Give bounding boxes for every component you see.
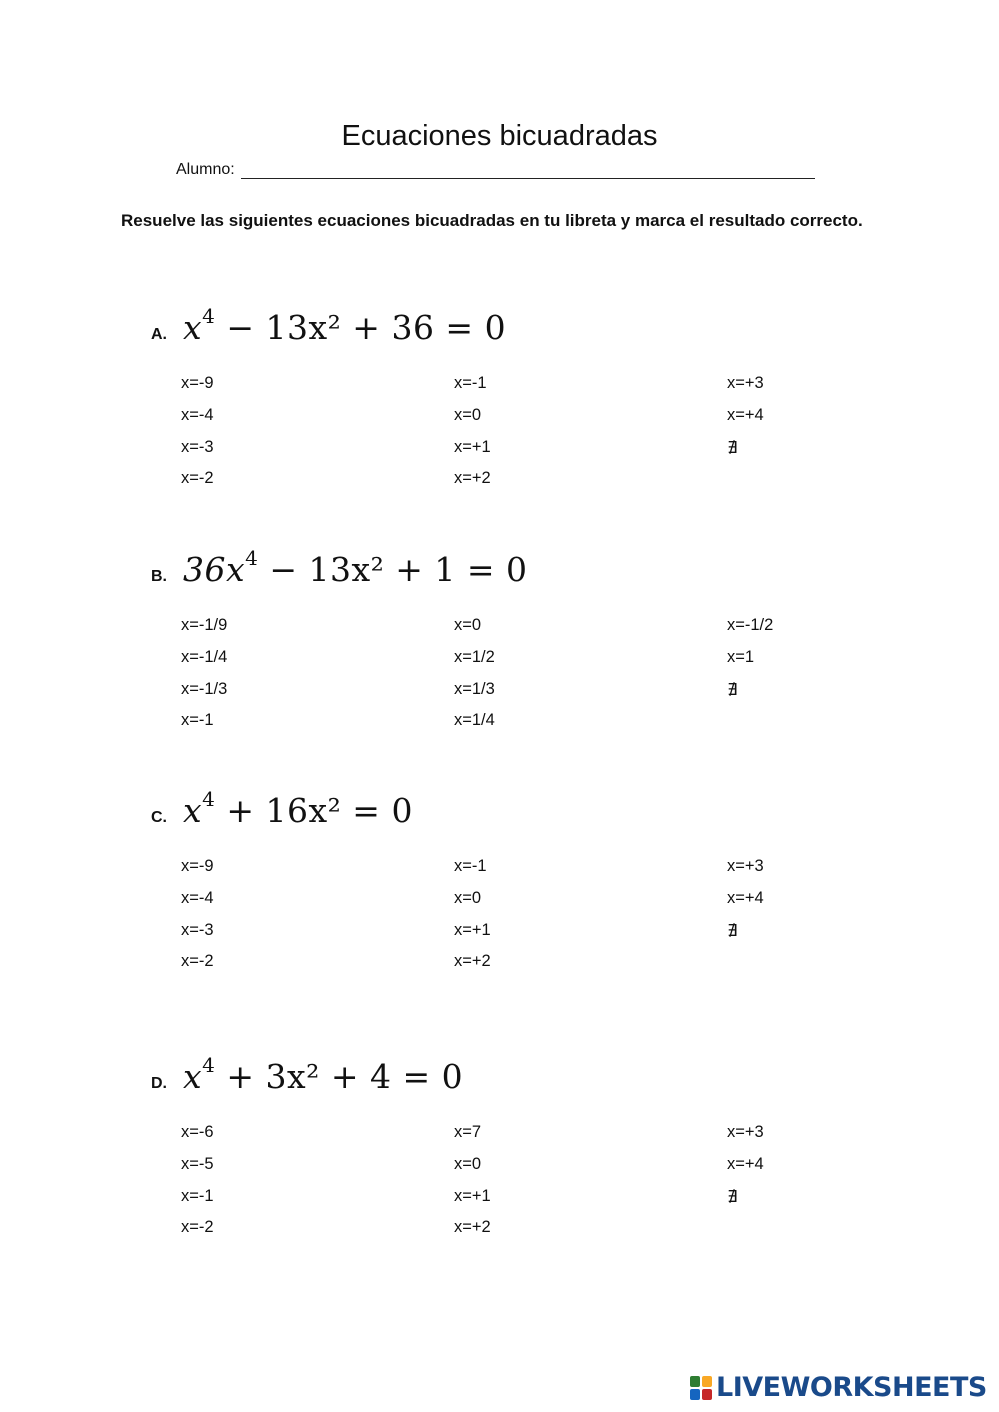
equation-lead: x — [183, 1057, 203, 1096]
answer-option[interactable]: x=-1/9 — [181, 616, 228, 634]
logo-icon — [690, 1376, 712, 1400]
answer-option[interactable]: x=+4 — [727, 1154, 764, 1173]
answer-option[interactable]: x=-2 — [181, 1218, 214, 1237]
equation-row — [151, 1053, 464, 1096]
problem-letter: C. — [151, 809, 167, 826]
answer-option[interactable]: x=-3 — [181, 437, 214, 456]
answer-option[interactable]: x=-4 — [181, 405, 214, 424]
logo-text: LIVEWORKSHEETS — [716, 1372, 987, 1403]
answer-option[interactable]: x=-3 — [181, 920, 214, 939]
problem-letter: D. — [151, 1075, 167, 1092]
equation-exponent: 4 — [202, 304, 216, 328]
answer-option[interactable]: x=1/3 — [454, 679, 495, 698]
problem-letter: A. — [151, 326, 167, 343]
answer-option[interactable]: x=-2 — [181, 469, 214, 488]
equation — [183, 546, 528, 589]
answer-option[interactable]: x=1/2 — [454, 647, 495, 666]
liveworksheets-logo — [690, 1372, 987, 1403]
answer-option[interactable]: x=-1 — [454, 374, 487, 392]
equation-exponent: 4 — [202, 1053, 216, 1077]
answer-option[interactable]: x=1/4 — [454, 711, 495, 730]
equation-lead: x — [183, 791, 203, 830]
equation-rest: + 16x² = 0 — [215, 791, 413, 830]
problem-letter: B. — [151, 568, 167, 585]
answer-option[interactable]: x=0 — [454, 405, 482, 424]
answer-option[interactable]: x=-5 — [181, 1154, 214, 1173]
equation — [183, 304, 507, 347]
problem-b — [0, 546, 999, 750]
equation-rest: + 3x² + 4 = 0 — [215, 1057, 464, 1096]
answer-option[interactable]: x=+1 — [454, 1186, 491, 1205]
option-no-solution[interactable]: ∄ — [727, 921, 738, 940]
answer-option[interactable]: x=-1/3 — [181, 679, 228, 698]
equation-rest: − 13x² + 1 = 0 — [258, 550, 528, 589]
equation-exponent: 4 — [245, 546, 259, 570]
instructions: Resuelve las siguientes ecuaciones bicuadradas en tu libreta y marca el resultado correcto. — [121, 211, 863, 230]
answer-option[interactable]: x=+1 — [454, 920, 491, 939]
answer-option[interactable]: x=+2 — [454, 1218, 491, 1237]
answer-option[interactable]: x=-6 — [181, 1123, 214, 1141]
equation-rest: − 13x² + 36 = 0 — [215, 308, 507, 347]
answer-option[interactable]: x=-1/4 — [181, 647, 228, 666]
student-name-field — [176, 161, 815, 179]
answer-option[interactable]: x=-2 — [181, 952, 214, 971]
equation-lead: x — [183, 308, 203, 347]
option-no-solution[interactable]: ∄ — [727, 1187, 738, 1206]
answer-option[interactable]: x=+2 — [454, 952, 491, 971]
problem-d — [0, 1053, 999, 1257]
equation-row — [151, 546, 528, 589]
answer-option[interactable]: x=0 — [454, 1154, 482, 1173]
equation-exponent: 4 — [202, 787, 216, 811]
answer-option[interactable]: x=-1 — [454, 857, 487, 875]
answer-option[interactable]: x=+4 — [727, 888, 764, 907]
answer-option[interactable]: x=1 — [727, 647, 755, 666]
option-no-solution[interactable]: ∄ — [727, 680, 738, 699]
student-label: Alumno: — [176, 161, 235, 178]
answer-option[interactable]: x=-1 — [181, 1186, 214, 1205]
answer-option[interactable]: x=+3 — [727, 374, 764, 392]
answer-option[interactable]: x=-4 — [181, 888, 214, 907]
answer-option[interactable]: x=-1/2 — [727, 616, 774, 634]
answer-option[interactable]: x=0 — [454, 888, 482, 907]
option-no-solution[interactable]: ∄ — [727, 438, 738, 457]
answer-option[interactable]: x=+3 — [727, 1123, 764, 1141]
answer-option[interactable]: x=+1 — [454, 437, 491, 456]
answer-option[interactable]: x=+3 — [727, 857, 764, 875]
answer-option[interactable]: x=-9 — [181, 857, 214, 875]
problem-c — [0, 787, 999, 991]
equation-row — [151, 304, 507, 347]
answer-option[interactable]: x=7 — [454, 1123, 482, 1141]
equation — [183, 1053, 464, 1096]
answer-option[interactable]: x=+4 — [727, 405, 764, 424]
student-name-line[interactable] — [241, 162, 815, 179]
answer-option[interactable]: x=-1 — [181, 711, 214, 730]
equation-row — [151, 787, 413, 830]
problem-a — [0, 304, 999, 508]
answer-option[interactable]: x=-9 — [181, 374, 214, 392]
equation — [183, 787, 413, 830]
answer-option[interactable]: x=0 — [454, 616, 482, 634]
equation-lead: 36x — [183, 550, 246, 589]
answer-option[interactable]: x=+2 — [454, 469, 491, 488]
page-title: Ecuaciones bicuadradas — [341, 120, 658, 152]
